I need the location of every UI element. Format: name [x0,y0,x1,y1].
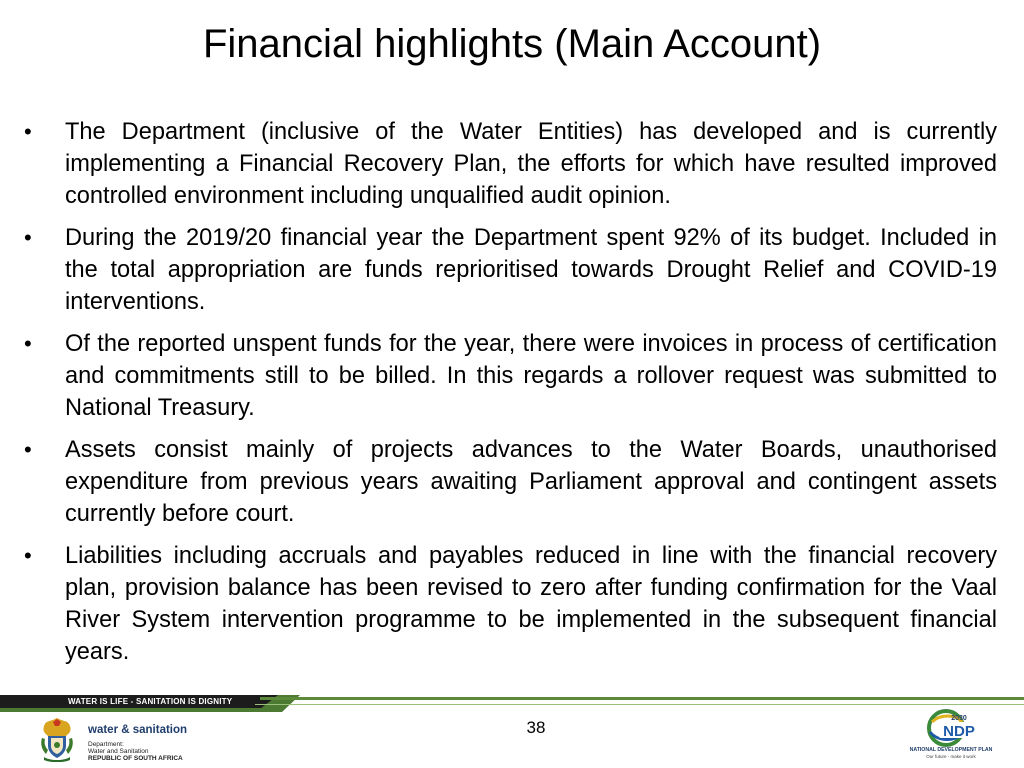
bullet-item [24,222,997,318]
ndp-tagline: Our future - make it work [926,754,976,759]
slide-title: Financial highlights (Main Account) [202,22,822,66]
ndp-logo-icon [922,708,982,748]
ndp-logo [908,708,994,764]
bullet-marker: • [24,543,32,568]
bullet-item [24,116,997,212]
ndp-mark-text: NDP [943,723,975,740]
bullet-marker: • [24,437,32,462]
ndp-name: NATIONAL DEVELOPMENT PLAN [909,747,993,753]
bullet-text: Assets consist mainly of projects advances to the Water Boards, unauthorised expenditure from previous years awaiting Parliament approval and contingent assets currently before court. [65,437,997,527]
department-line-2: Water and Sanitation [88,748,149,755]
bullet-item [24,434,997,530]
footer-slogan: WATER IS LIFE - SANITATION IS DIGNITY [68,697,233,706]
bullet-text: Liabilities including accruals and payables reduced in line with the financial recovery plan, provision balance has been revised to zero after funding confirmation for the Vaal River System intervention programme to be implemented in the subsequent financial years. [65,543,997,665]
bullet-marker: • [24,331,32,356]
footer-band-line [260,697,1024,700]
bullet-list [24,116,997,678]
coat-of-arms-icon [36,716,78,762]
page-number: 38 [526,718,546,737]
footer-band-line-thin [255,704,1024,705]
department-name: water & sanitation [88,724,188,736]
bullet-marker: • [24,225,32,250]
footer-band [0,695,1024,712]
department-logo [36,716,236,762]
ndp-year: 2030 [951,715,967,722]
bullet-text: Of the reported unspent funds for the year, there were invoices in process of certification and commitments still to be billed. In this regards a rollover request was submitted to National Treasury. [65,331,997,421]
bullet-item [24,540,997,668]
department-line-1: Department: [88,741,124,748]
bullet-text: The Department (inclusive of the Water Entities) has developed and is currently implementing a Financial Recovery Plan, the efforts for which have resulted improved controlled environment including unqualified audit opinion. [65,119,997,209]
bullet-text: During the 2019/20 financial year the Department spent 92% of its budget. Included in the total appropriation are funds reprioritised towards Drought Relief and COVID-19 interventions. [65,225,997,315]
bullet-item [24,328,997,424]
department-line-3: REPUBLIC OF SOUTH AFRICA [88,755,183,762]
bullet-marker: • [24,119,32,144]
